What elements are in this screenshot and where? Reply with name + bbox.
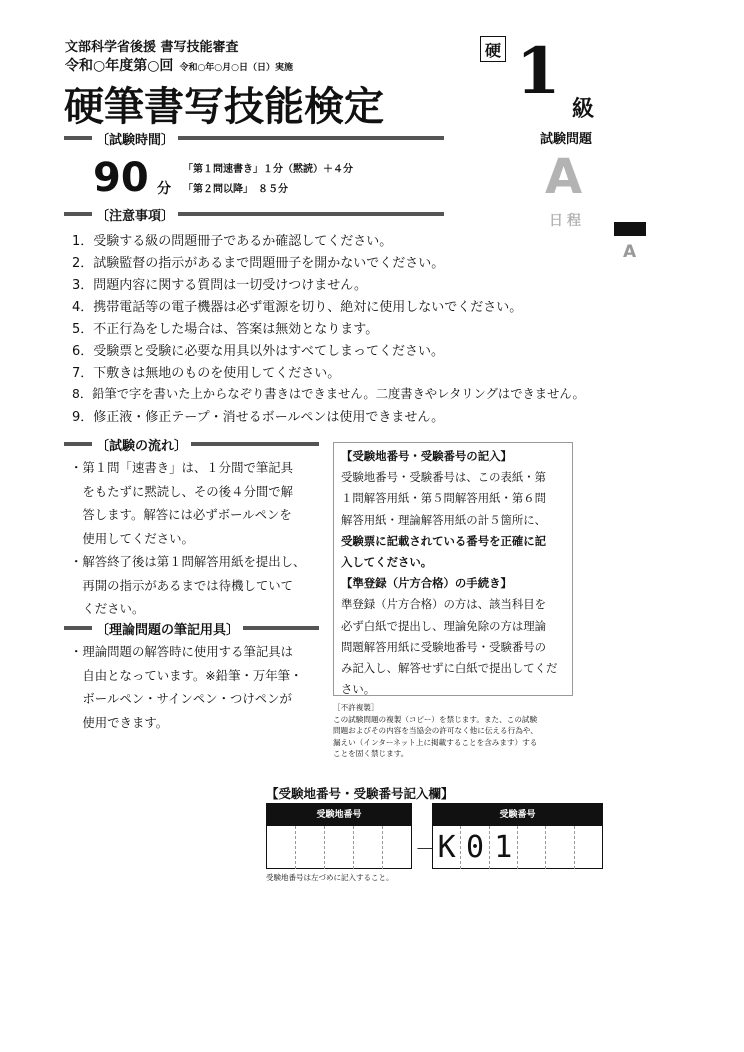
tools-heading-row <box>64 620 319 636</box>
rule-item: 7．下敷きは無地のものを使用してください。 <box>72 366 341 381</box>
time-unit: 分 <box>157 181 171 197</box>
exam-number-table <box>432 803 603 869</box>
exam-number-cell[interactable]: 1 <box>490 826 518 869</box>
info-line: 必ず白紙で提出し、理論免除の方は理論 <box>341 618 547 633</box>
flow-line: ・第１問「速書き」は、１分間で筆記具 <box>70 460 294 475</box>
flow-heading-row <box>64 436 319 452</box>
heading-rule <box>178 136 444 140</box>
info-line: 問題解答用紙に受験地番号・受験番号の <box>341 639 547 654</box>
tools-line: ボールペン・サインペン・つけペンが <box>70 691 292 706</box>
site-number-cell[interactable] <box>296 826 325 869</box>
flow-heading: 〔試験の流れ〕 <box>96 438 188 454</box>
info-line: 解答用紙・理論解答用紙の計５箇所に、 <box>341 512 547 527</box>
index-tab-letter: A <box>623 242 637 262</box>
site-number-cells <box>267 826 411 869</box>
copyright-line: ［不許複製］ <box>333 703 379 712</box>
exam-number-cells <box>433 826 602 869</box>
exam-number-cell[interactable] <box>575 826 602 869</box>
heading-rule <box>178 212 444 216</box>
exam-number-cell[interactable]: 0 <box>461 826 489 869</box>
rule-item: 3．問題内容に関する質問は一切受けつけません。 <box>72 278 368 293</box>
rule-item: 9．修正液・修正テープ・消せるボールペンは使用できません。 <box>72 410 445 425</box>
heading-rule <box>64 212 92 216</box>
copyright-line: 問題およびその内容を当協会の許可なく他に伝える行為や、 <box>333 726 538 735</box>
exam-edition <box>65 55 293 75</box>
site-number-cell[interactable] <box>383 826 411 869</box>
heading-rule <box>64 442 92 446</box>
site-number-cell[interactable] <box>354 826 383 869</box>
tools-line: ・理論問題の解答時に使用する筆記具は <box>70 644 294 659</box>
info-line: 受験地番号・受験番号は、この表紙・第 <box>341 470 547 485</box>
tools-heading: 〔理論問題の筆記用具〕 <box>96 622 240 638</box>
flow-line: ・解答終了後は第１問解答用紙を提出し、 <box>70 554 306 569</box>
info-heading: 【準登録（片方合格）の手続き】 <box>341 576 512 591</box>
flow-line: 再開の指示があるまでは待機していて <box>70 577 294 593</box>
rule-item: 4．携帯電話等の電子機器は必ず電源を切り、絶対に使用しないでください。 <box>72 300 523 315</box>
site-number-cell[interactable] <box>325 826 354 869</box>
rule-item: 2．試験監督の指示があるまで問題冊子を開かないでください。 <box>72 256 445 271</box>
info-line: 受験票に記載されている番号を正確に記 <box>341 533 547 548</box>
site-number-table <box>266 803 412 869</box>
flow-line: 答します。解答には必ずボールペンを <box>70 507 292 522</box>
number-field-title: 【受験地番号・受験番号記入欄】 <box>266 786 454 801</box>
info-line: さい。 <box>341 682 376 697</box>
flow-line: をもたずに黙読し、その後４分間で解 <box>70 483 294 499</box>
rules-heading-row <box>64 206 444 222</box>
info-line: み記入し、解答せずに白紙で提出してくだ <box>341 661 558 676</box>
info-line: １問解答用紙・第５問解答用紙・第６問 <box>341 491 547 506</box>
heading-rule <box>191 442 319 446</box>
rule-item: 8．鉛筆で字を書いた上からなぞり書きはできません。二度書きやレタリングはできません。 <box>72 387 585 401</box>
index-tab-marker <box>614 222 646 236</box>
time-heading: 〔試験時間〕 <box>96 132 175 148</box>
copyright-line: 漏えい（インターネット上に掲載することを含みます）する <box>333 737 538 747</box>
sponsor-text: 文部科学省後援 書写技能審査 <box>65 40 239 55</box>
rule-item: 5．不正行為をした場合は、答案は無効となります。 <box>72 322 379 337</box>
flow-line: 使用してください。 <box>70 530 194 546</box>
heading-rule <box>64 136 92 140</box>
schedule-label: 日程 <box>549 213 585 229</box>
copyright-notice <box>333 702 581 760</box>
grade-unit: 級 <box>572 97 595 122</box>
rules-heading: 〔注意事項〕 <box>96 208 175 224</box>
heading-rule <box>64 626 92 630</box>
exam-number-label: 受験番号 <box>433 804 602 826</box>
info-line: 入してください。 <box>341 555 433 570</box>
kind-badge: 硬 <box>480 36 506 62</box>
tools-text <box>70 640 302 734</box>
exam-date: 令和○年○月○日（日）実施 <box>179 63 293 73</box>
site-number-cell[interactable] <box>267 826 296 869</box>
tools-line: 自由となっています。※鉛筆・万年筆・ <box>70 667 303 683</box>
copyright-line: この試験問題の複製（コピー）を禁じます。また、この試験 <box>333 714 538 724</box>
number-separator: － <box>415 837 435 861</box>
flow-line: ください。 <box>70 601 145 616</box>
copyright-line: ことを固く禁じます。 <box>333 749 409 758</box>
time-note: 「第２問以降」 ８５分 <box>183 184 288 195</box>
info-heading: 【受験地番号・受験番号の記入】 <box>341 449 512 463</box>
heading-rule <box>243 626 319 630</box>
time-note: 「第１問速書き」１分（黙読）＋４分 <box>183 164 353 175</box>
exam-number-cell[interactable] <box>546 826 574 869</box>
number-field-note: 受験地番号は左づめに記入すること。 <box>266 873 394 882</box>
flow-text <box>70 456 305 621</box>
info-box-text <box>341 446 571 700</box>
exam-number-cell[interactable]: K <box>433 826 461 869</box>
rule-item: 1．受験する級の問題冊子であるか確認してください。 <box>72 234 393 249</box>
time-value: 90 <box>93 155 149 201</box>
info-line: 準登録（片方合格）の方は、該当科目を <box>341 597 547 612</box>
tools-line: 使用できます。 <box>70 714 169 730</box>
rule-item: 6．受験票と受験に必要な用具以外はすべてしまってください。 <box>72 344 445 359</box>
schedule-letter: A <box>545 149 583 205</box>
exam-number-cell[interactable] <box>518 826 546 869</box>
exam-label: 試験問題 <box>540 132 593 147</box>
page-title: 硬筆書写技能検定 <box>64 83 384 130</box>
site-number-label: 受験地番号 <box>267 804 411 826</box>
time-heading-row <box>64 130 444 146</box>
grade-number: 1 <box>516 34 561 109</box>
edition-label: 令和○年度第○回 <box>65 58 174 74</box>
